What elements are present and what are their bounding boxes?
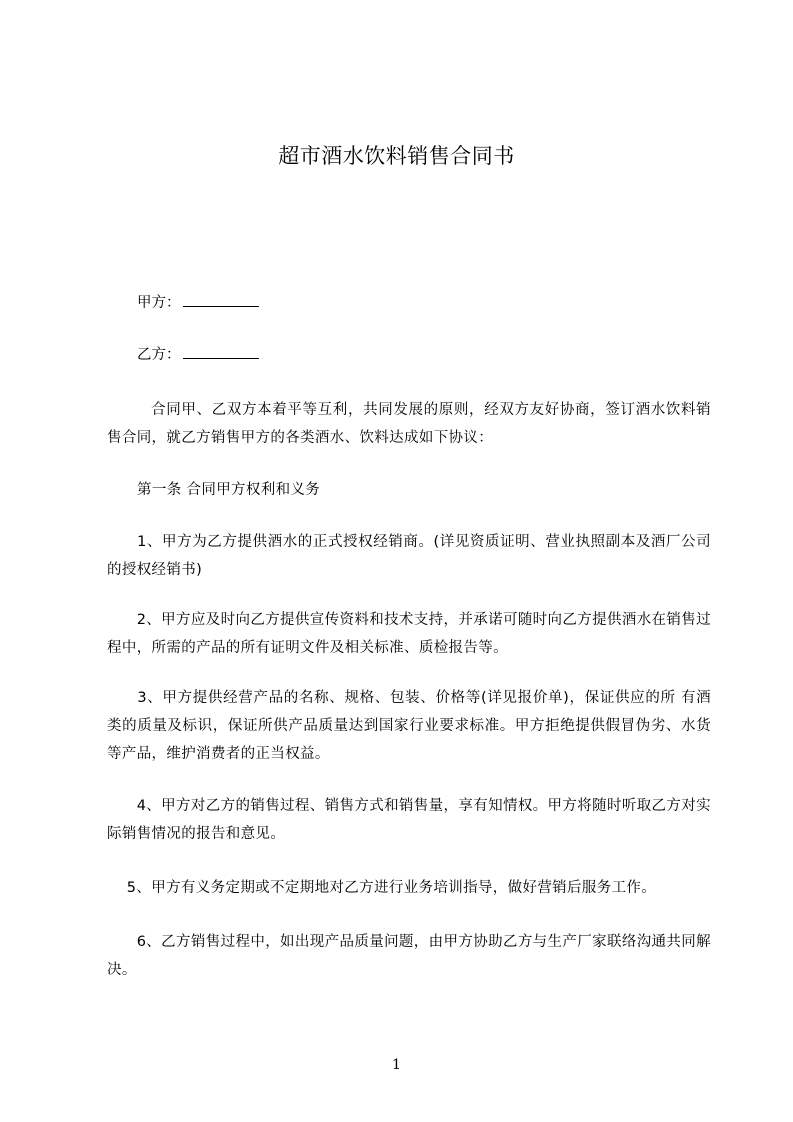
party-a-blank: [183, 292, 259, 307]
clause-5: 5、甲方有义务定期或不定期地对乙方进行业务培训指导，做好营销后服务工作。: [107, 880, 657, 896]
clause-1: 1、甲方为乙方提供酒水的正式授权经销商。(详见资质证明、营业执照副本及酒厂公司的授权经销书): [107, 534, 711, 578]
article-1-heading: 第一条 合同甲方权利和义务: [137, 482, 321, 498]
clause-6: 6、乙方销售过程中，如出现产品质量问题，由甲方协助乙方与生产厂家联络沟通共同解决。: [107, 934, 711, 978]
party-a-line: [137, 292, 259, 313]
clause-2: 2、甲方应及时向乙方提供宣传资料和技术支持，并承诺可随时向乙方提供酒水在销售过程中，所需的产品的所有证明文件及相关标准、质检报告等。: [107, 612, 711, 656]
party-b-blank: [183, 344, 259, 359]
page-number: 1: [392, 1057, 401, 1073]
document-title: 超市酒水饮料销售合同书: [278, 144, 515, 168]
party-a-label: 甲方：: [137, 295, 181, 311]
clause-3: 3、甲方提供经营产品的名称、规格、包装、价格等(详见报价单)，保证供应的所 有酒类的质量及标识，保证所供产品质量达到国家行业要求标准。甲方拒绝提供假冒伪劣、水货等产品，维护消费者的正当权益。: [107, 690, 711, 762]
clause-4: 4、甲方对乙方的销售过程、销售方式和销售量，享有知情权。甲方将随时听取乙方对实际销售情况的报告和意见。: [107, 798, 711, 842]
intro-paragraph: 合同甲、乙双方本着平等互利，共同发展的原则，经双方友好协商，签订酒水饮料销售合同，就乙方销售甲方的各类酒水、饮料达成如下协议：: [107, 402, 711, 446]
party-b-line: [137, 344, 259, 365]
party-b-label: 乙方：: [137, 347, 181, 363]
